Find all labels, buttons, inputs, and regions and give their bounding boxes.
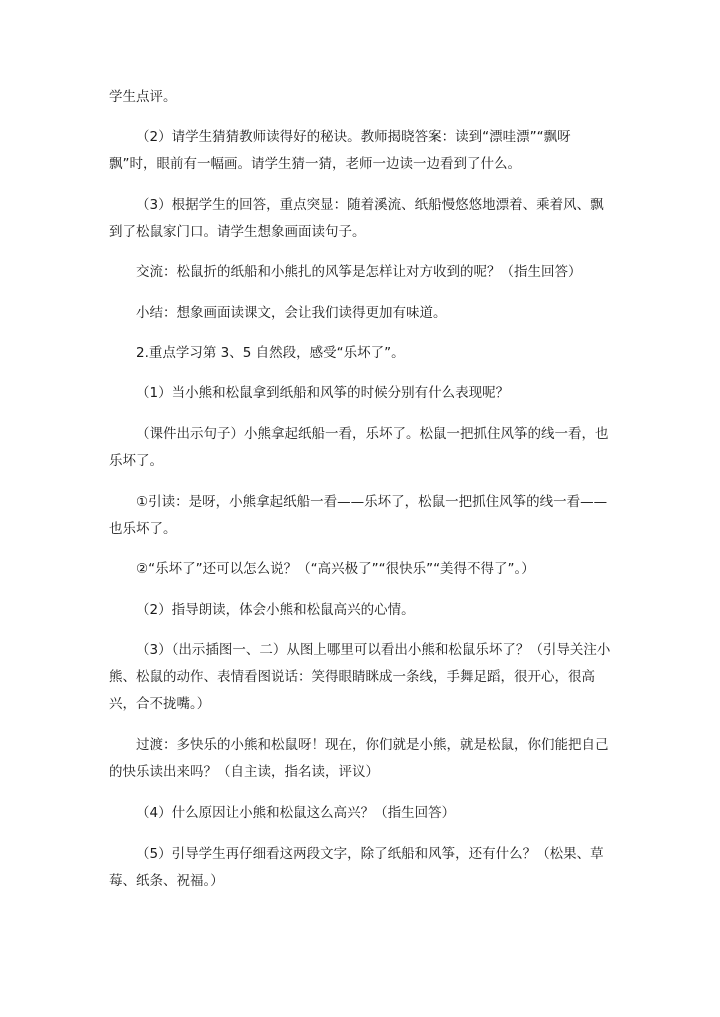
paragraph-student-comment: 学生点评。 [109, 89, 177, 105]
paragraph-other-expressions: ②“乐坏了”还可以怎么说？（“高兴极了”“很快乐”“美得不得了”。） [136, 561, 535, 577]
paragraph-guided-reading: （2）指导朗读，体会小熊和松鼠高兴的心情。 [136, 602, 415, 618]
paragraph-section-heading: 2.重点学习第 3、5 自然段，感受“乐坏了”。 [136, 345, 405, 361]
paragraph-summary: 小结：想象画面读课文，会让我们读得更加有味道。 [136, 305, 447, 321]
paragraph-guess-secret: （2）请学生猜猜教师读得好的秘诀。教师揭晓答案：读到“漂哇漂”“飘呀飘”时，眼前有一幅画。请学生猜一猜，老师一边读一边看到了什么。 [109, 129, 571, 172]
paragraph-lead-reading: ①引读：是呀，小熊拿起纸船一看——乐坏了，松鼠一把抓住风筝的线一看——也乐坏了。 [109, 494, 608, 537]
paragraph-question-1: （1）当小熊和松鼠拿到纸船和风筝的时候分别有什么表现呢？ [136, 385, 510, 401]
paragraph-question-4: （4）什么原因让小熊和松鼠这么高兴？（指生回答） [136, 805, 456, 821]
paragraph-courseware-sentence: （课件出示句子）小熊拿起纸船一看，乐坏了。松鼠一把抓住风筝的线一看，也乐坏了。 [109, 426, 609, 469]
paragraph-highlight-answer: （3）根据学生的回答，重点突显：随着溪流、纸船慢悠悠地漂着、乘着风、飘到了松鼠家门口。请学生想象画面读句子。 [109, 197, 604, 240]
paragraph-exchange: 交流：松鼠折的纸船和小熊扎的风筝是怎样让对方收到的呢？（指生回答） [136, 264, 582, 280]
paragraph-transition: 过渡：多快乐的小熊和松鼠呀！现在，你们就是小熊，就是松鼠，你们能把自己的快乐读出来吗？（自主读，指名读，评议） [109, 737, 609, 780]
paragraph-question-5: （5）引导学生再仔细看这两段文字，除了纸船和风筝，还有什么？（松果、草莓、纸条、祝福。） [109, 846, 604, 889]
paragraph-illustrations: （3）（出示插图一、二）从图上哪里可以看出小熊和松鼠乐坏了？（引导关注小熊、松鼠的动作、表情看图说话：笑得眼睛眯成一条线，手舞足蹈，很开心，很高兴，合不拢嘴。） [109, 642, 611, 712]
